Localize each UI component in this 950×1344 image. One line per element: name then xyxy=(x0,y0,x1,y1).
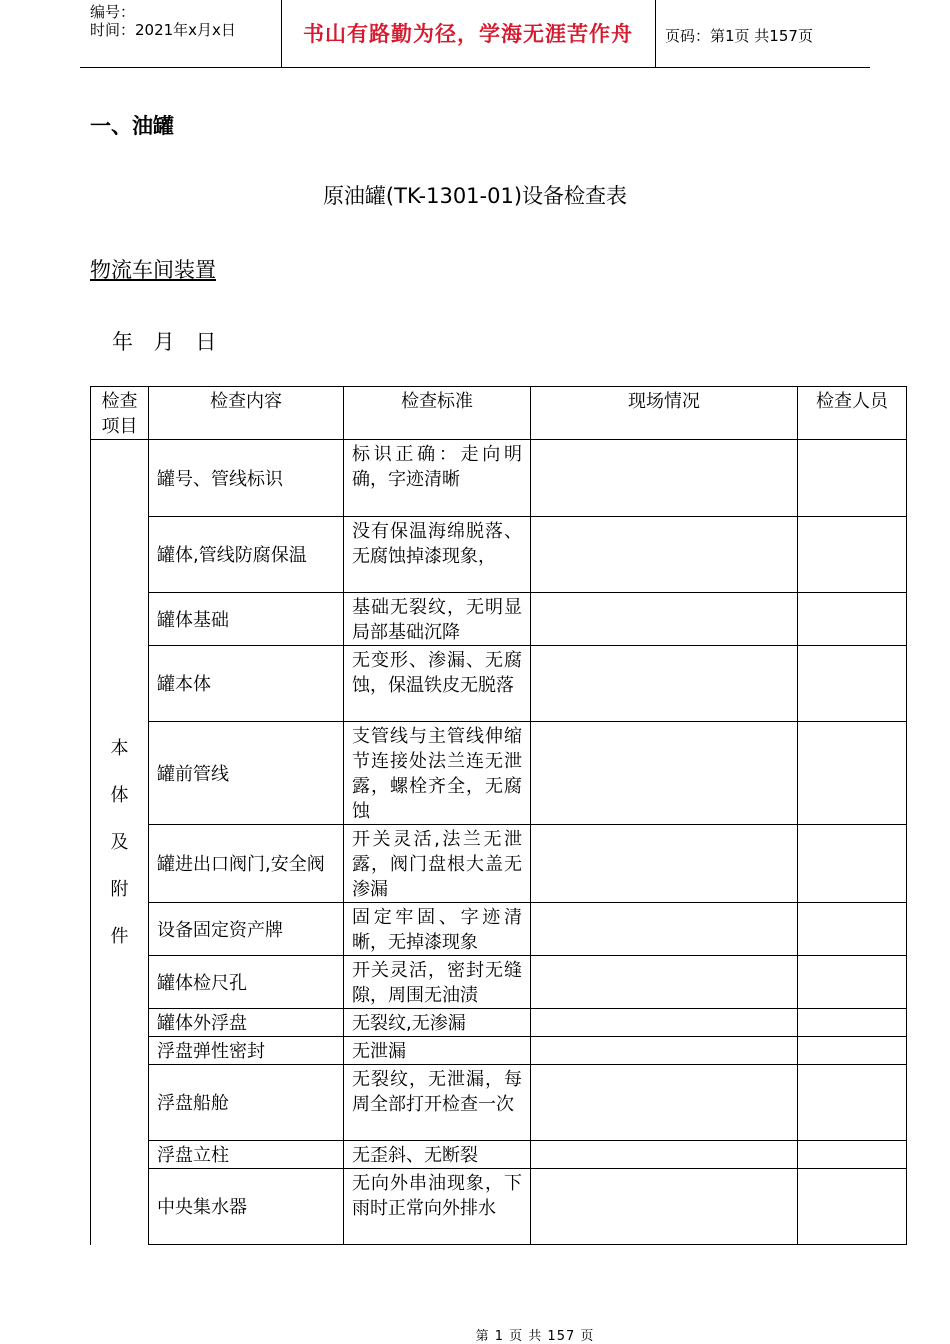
inspector-cell xyxy=(798,517,907,593)
site-situation-cell xyxy=(531,722,798,825)
inspection-table xyxy=(90,386,907,1245)
check-content-cell: 罐体外浮盘 xyxy=(149,1009,344,1037)
inspector-cell xyxy=(798,903,907,956)
header-motto: 书山有路勤为径，学海无涯苦作舟 xyxy=(303,22,633,46)
category-char: 及 xyxy=(110,831,129,853)
category-cell xyxy=(91,440,149,1245)
inspector-cell xyxy=(798,1065,907,1141)
site-situation-cell xyxy=(531,903,798,956)
inspector-cell xyxy=(798,593,907,646)
table-row xyxy=(91,1141,907,1169)
category-char: 附 xyxy=(110,878,129,900)
header-rule xyxy=(80,67,870,68)
inspector-cell xyxy=(798,722,907,825)
inspector-cell xyxy=(798,1037,907,1065)
inspector-cell xyxy=(798,646,907,722)
document-title: 原油罐(TK-1301-01)设备检查表 xyxy=(322,184,628,208)
site-situation-cell xyxy=(531,593,798,646)
page-footer: 第 1 页 共 157 页 xyxy=(475,1329,595,1344)
category-char: 本 xyxy=(110,737,129,759)
site-situation-cell xyxy=(531,825,798,903)
check-standard-cell: 开关灵活,法兰无泄露，阀门盘根大盖无渗漏 xyxy=(344,825,531,903)
site-situation-cell xyxy=(531,1009,798,1037)
check-standard-cell: 无向外串油现象，下雨时正常向外排水 xyxy=(344,1169,531,1245)
check-standard-cell: 无裂纹,无渗漏 xyxy=(344,1009,531,1037)
inspector-cell xyxy=(798,1141,907,1169)
date-line: 年 月 日 xyxy=(112,330,217,354)
time-label: 时间：2021年x月x日 xyxy=(90,21,236,39)
check-standard-cell: 没有保温海绵脱落、无腐蚀掉漆现象， xyxy=(344,517,531,593)
header-meta xyxy=(90,3,236,39)
check-standard-cell: 固定牢固、字迹清晰，无掉漆现象 xyxy=(344,903,531,956)
header-content: 检查内容 xyxy=(149,387,344,440)
check-content-cell: 罐本体 xyxy=(149,646,344,722)
check-content-cell: 罐号、管线标识 xyxy=(149,440,344,517)
inspector-cell xyxy=(798,1169,907,1245)
site-situation-cell xyxy=(531,1065,798,1141)
number-label: 编号： xyxy=(90,3,136,21)
table-header-row xyxy=(91,387,907,440)
inspector-cell xyxy=(798,440,907,517)
table-row xyxy=(91,1065,907,1141)
inspector-cell xyxy=(798,956,907,1009)
inspector-cell xyxy=(798,1009,907,1037)
check-standard-cell: 基础无裂纹，无明显局部基础沉降 xyxy=(344,593,531,646)
check-content-cell: 浮盘立柱 xyxy=(149,1141,344,1169)
header-item: 检查项目 xyxy=(91,387,149,440)
table-row xyxy=(91,722,907,825)
check-standard-cell: 无歪斜、无断裂 xyxy=(344,1141,531,1169)
header-divider xyxy=(655,0,656,68)
table-row xyxy=(91,517,907,593)
table-row xyxy=(91,956,907,1009)
site-situation-cell xyxy=(531,440,798,517)
check-content-cell: 罐体,管线防腐保温 xyxy=(149,517,344,593)
table-row xyxy=(91,903,907,956)
check-content-cell: 设备固定资产牌 xyxy=(149,903,344,956)
check-content-cell: 罐进出口阀门,安全阀 xyxy=(149,825,344,903)
check-standard-cell: 无泄漏 xyxy=(344,1037,531,1065)
check-standard-cell: 无裂纹，无泄漏，每周全部打开检查一次 xyxy=(344,1065,531,1141)
check-content-cell: 罐前管线 xyxy=(149,722,344,825)
site-situation-cell xyxy=(531,956,798,1009)
category-char: 体 xyxy=(110,784,129,806)
site-situation-cell xyxy=(531,1169,798,1245)
check-content-cell: 浮盘船舱 xyxy=(149,1065,344,1141)
table-row xyxy=(91,1037,907,1065)
section-heading: 一、油罐 xyxy=(90,114,174,138)
category-char: 件 xyxy=(110,925,129,947)
check-standard-cell: 支管线与主管线伸缩节连接处法兰连无泄露，螺栓齐全，无腐蚀 xyxy=(344,722,531,825)
check-content-cell: 中央集水器 xyxy=(149,1169,344,1245)
page-header xyxy=(80,0,870,68)
table-row xyxy=(91,825,907,903)
inspector-cell xyxy=(798,825,907,903)
check-content-cell: 罐体检尺孔 xyxy=(149,956,344,1009)
table-row xyxy=(91,646,907,722)
check-content-cell: 浮盘弹性密封 xyxy=(149,1037,344,1065)
header-page-number: 页码：第1页 共157页 xyxy=(665,27,813,45)
site-situation-cell xyxy=(531,517,798,593)
site-situation-cell xyxy=(531,1141,798,1169)
header-standard: 检查标准 xyxy=(344,387,531,440)
table-row xyxy=(91,1169,907,1245)
check-standard-cell: 标识正确：走向明确，字迹清晰 xyxy=(344,440,531,517)
check-standard-cell: 开关灵活，密封无缝隙，周围无油渍 xyxy=(344,956,531,1009)
department-name: 物流车间装置 xyxy=(90,258,216,282)
header-situation: 现场情况 xyxy=(531,387,798,440)
table-row xyxy=(91,593,907,646)
table-row xyxy=(91,440,907,517)
header-inspector: 检查人员 xyxy=(798,387,907,440)
check-standard-cell: 无变形、渗漏、无腐蚀，保温铁皮无脱落 xyxy=(344,646,531,722)
site-situation-cell xyxy=(531,1037,798,1065)
site-situation-cell xyxy=(531,646,798,722)
table-row xyxy=(91,1009,907,1037)
check-content-cell: 罐体基础 xyxy=(149,593,344,646)
